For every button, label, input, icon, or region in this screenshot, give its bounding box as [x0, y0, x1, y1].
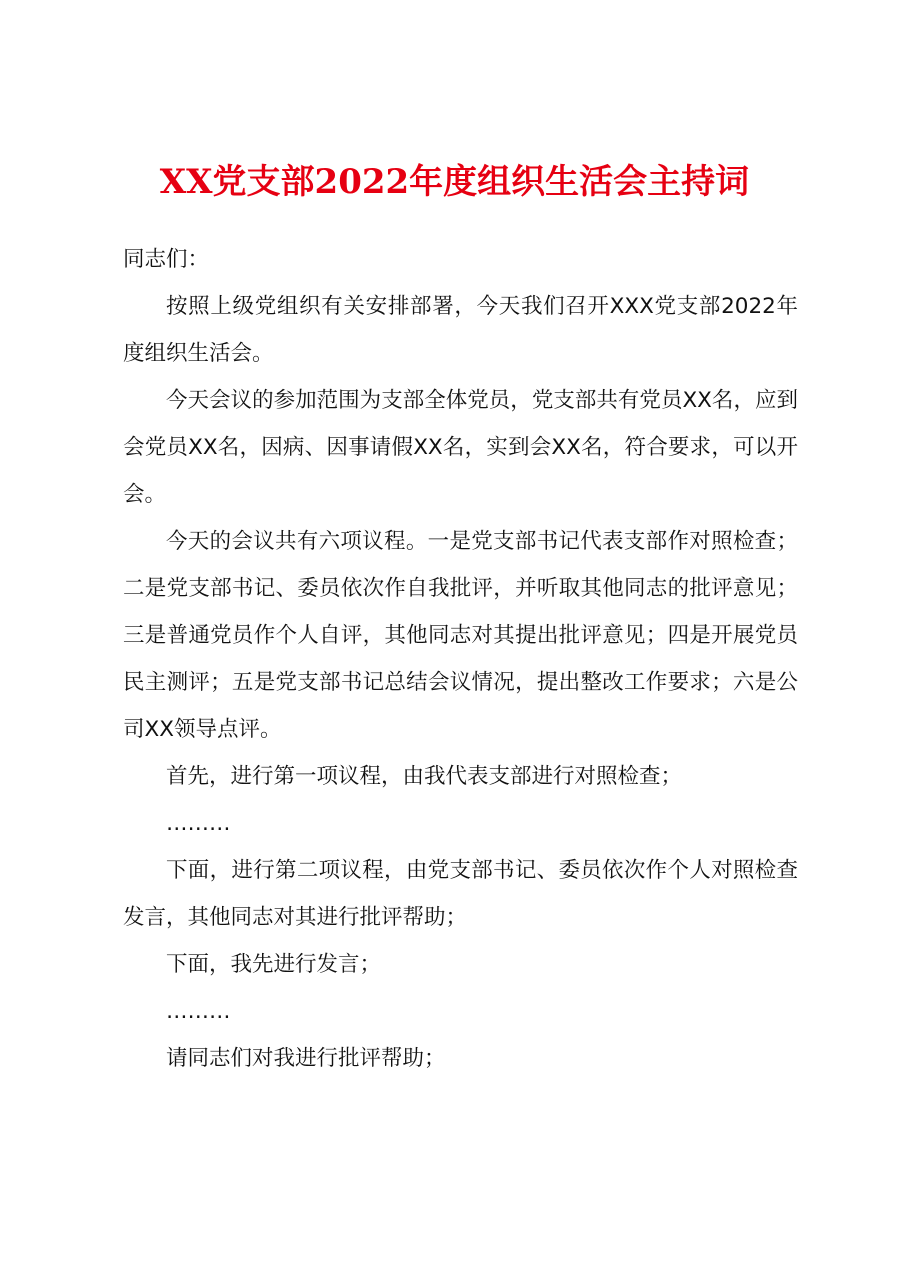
- ellipsis-paragraph: ………: [166, 811, 231, 836]
- agenda-paragraph: 今天的会议共有六项议程。一是党支部书记代表支部作对照检查；二是党支部书记、委员依次作自我批评，并听取其他同志的批评意见；三是普通党员作个人自评，其他同志对其提出批评意见；四是开展党员民主测评；五是党支部书记总结会议情况，提出整改工作要求；六是公司XX领导点评。: [123, 529, 798, 742]
- critique-request-paragraph: 请同志们对我进行批评帮助；: [166, 1046, 446, 1071]
- first-item-paragraph: 首先，进行第一项议程，由我代表支部进行对照检查；: [166, 764, 683, 789]
- attendance-paragraph: 今天会议的参加范围为支部全体党员，党支部共有党员XX名，应到会党员XX名，因病、因事请假XX名，实到会XX名，符合要求，可以开会。: [123, 388, 798, 507]
- document-body: [123, 236, 798, 1082]
- speech-start-paragraph: 下面，我先进行发言；: [166, 952, 382, 977]
- intro-paragraph: 按照上级党组织有关安排部署，今天我们召开XXX党支部2022年度组织生活会。: [123, 294, 798, 366]
- document-title: XX党支部2022年度组织生活会主持词: [159, 162, 750, 202]
- second-item-paragraph: 下面，进行第二项议程，由党支部书记、委员依次作个人对照检查发言，其他同志对其进行批评帮助；: [123, 858, 798, 930]
- ellipsis-paragraph: ………: [166, 999, 231, 1024]
- salutation-paragraph: 同志们：: [123, 247, 210, 272]
